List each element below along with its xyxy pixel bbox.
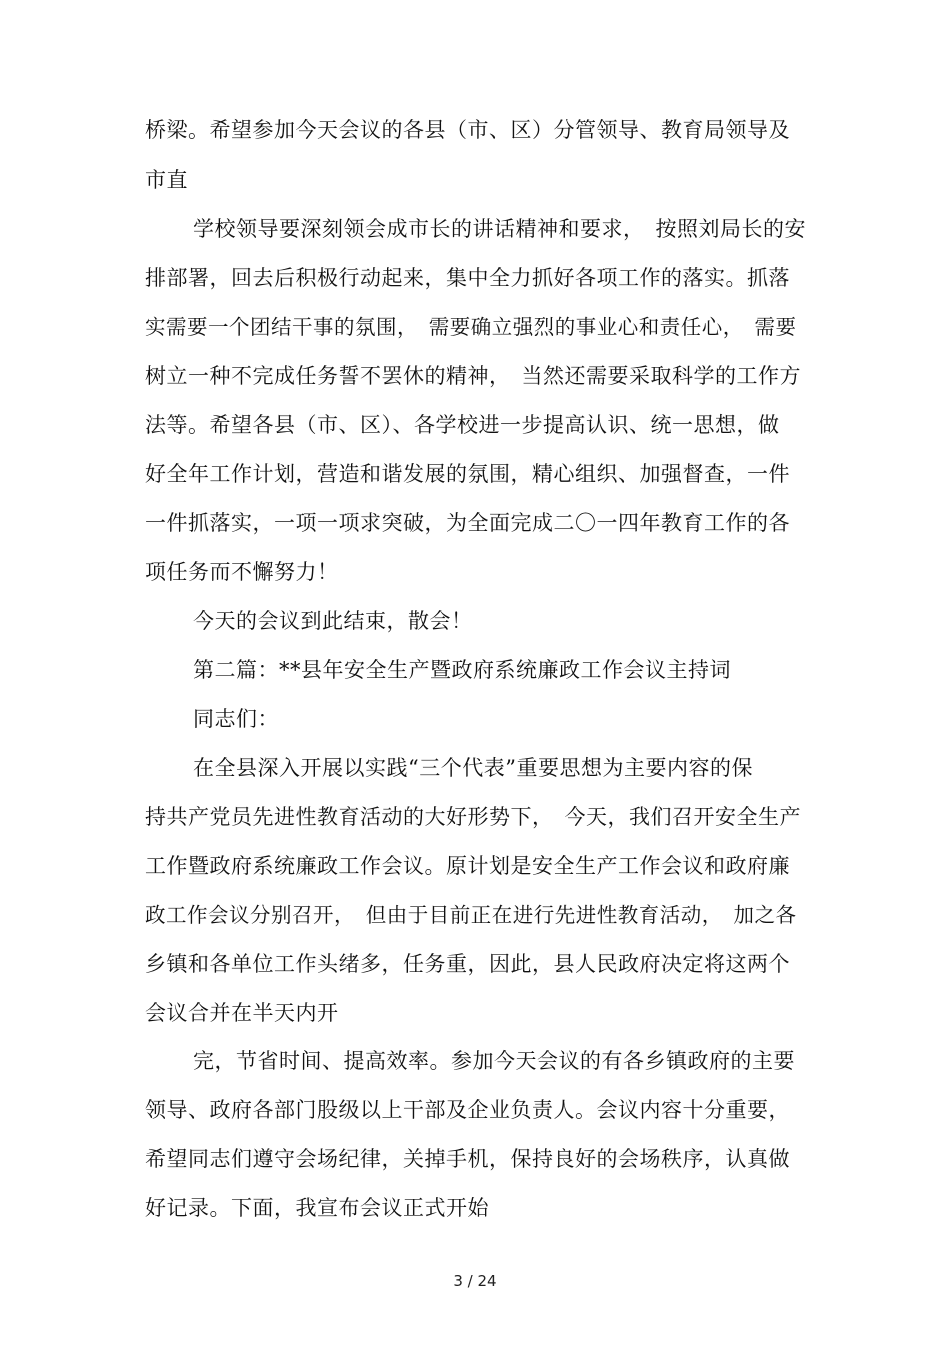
text-line: 桥梁。希望参加今天会议的各县（市、区）分管领导、教育局领导及 [145, 118, 790, 142]
text-line: 市直 [145, 168, 188, 192]
text-line: 法等。希望各县（市、区）、各学校进一步提高认识、统一思想，做 [145, 413, 780, 437]
page-number: 3 / 24 [453, 1272, 497, 1290]
paragraph-start-line: 在全县深入开展以实践“三个代表”重要思想为主要内容的保 [193, 756, 753, 780]
text-line: 好记录。下面，我宣布会议正式开始 [145, 1196, 489, 1220]
paragraph-start-line: 完，节省时间、提高效率。参加今天会议的有各乡镇政府的主要 [193, 1049, 795, 1073]
text-line: 实需要一个团结干事的氛围， 需要确立强烈的事业心和责任心， 需要 [145, 315, 797, 339]
text-line: 希望同志们遵守会场纪律，关掉手机，保持良好的会场秩序，认真做 [145, 1147, 790, 1171]
text-line: 工作暨政府系统廉政工作会议。原计划是安全生产工作会议和政府廉 [145, 854, 790, 878]
text-line: 一件抓落实，一项一项求突破，为全面完成二〇一四年教育工作的各 [145, 511, 790, 535]
paragraph-start-line: 学校领导要深刻领会成市长的讲话精神和要求， 按照刘局长的安 [193, 217, 806, 241]
text-line: 项任务而不懈努力！ [145, 560, 339, 584]
salutation: 同志们： [193, 707, 279, 731]
text-line: 乡镇和各单位工作头绪多，任务重，因此，县人民政府决定将这两个 [145, 952, 790, 976]
text-line: 排部署，回去后积极行动起来，集中全力抓好各项工作的落实。抓落 [145, 266, 790, 290]
text-line: 树立一种不完成任务誓不罢休的精神， 当然还需要采取科学的工作方 [145, 364, 801, 388]
closing-line: 今天的会议到此结束，散会！ [193, 609, 473, 633]
text-line: 持共产党员先进性教育活动的大好形势下， 今天，我们召开安全生产 [145, 805, 801, 829]
text-line: 会议合并在半天内开 [145, 1001, 339, 1025]
text-line: 政工作会议分别召开， 但由于目前正在进行先进性教育活动， 加之各 [145, 903, 797, 927]
section-heading: 第二篇：**县年安全生产暨政府系统廉政工作会议主持词 [193, 658, 731, 682]
text-line: 领导、政府各部门股级以上干部及企业负责人。会议内容十分重要， [145, 1098, 790, 1122]
text-line: 好全年工作计划，营造和谐发展的氛围，精心组织、加强督查，一件 [145, 462, 790, 486]
